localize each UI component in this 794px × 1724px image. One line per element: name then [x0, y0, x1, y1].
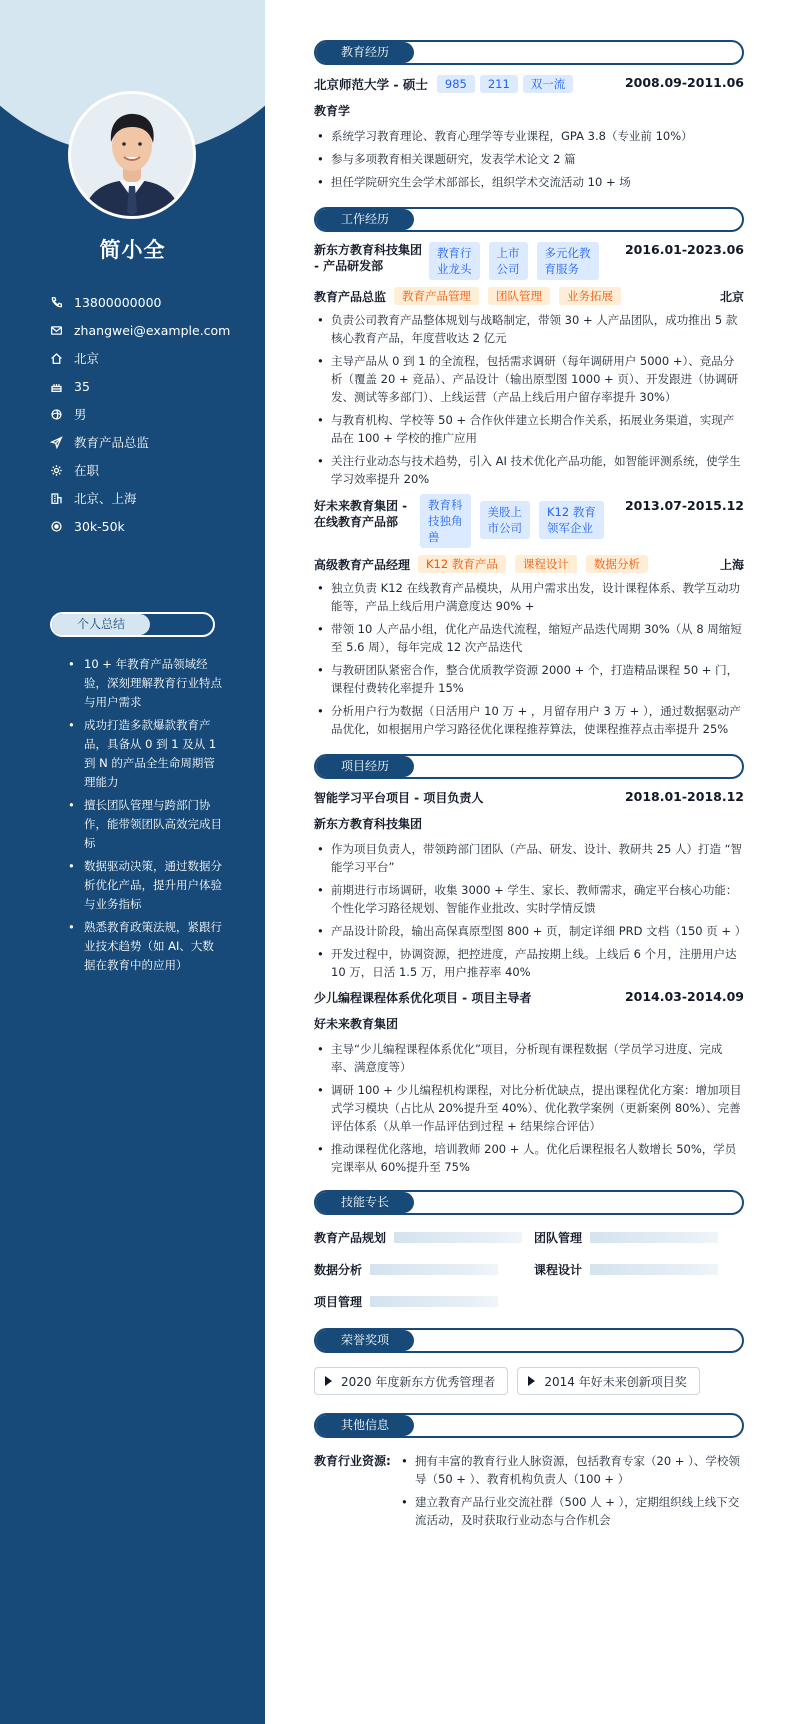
company-tag — [420, 494, 471, 548]
position-text: 教育产品总监 — [74, 435, 150, 450]
phone-icon — [49, 295, 63, 309]
cake-icon — [49, 379, 63, 393]
gender-text: 男 — [74, 407, 87, 422]
company-line: 在线教育产品部 — [314, 515, 399, 529]
skill-item — [314, 1229, 534, 1246]
skills-grid — [314, 1229, 744, 1310]
education-major: 教育学 — [314, 104, 351, 118]
work-date: 2013.07-2015.12 — [624, 498, 744, 513]
summary-title: 个人总结 — [52, 614, 150, 635]
other-label: 教育行业资源: — [314, 1454, 391, 1468]
info-gender — [49, 400, 230, 428]
target-city-text: 北京、上海 — [74, 491, 137, 506]
tag-line: K12 教育 — [547, 505, 596, 519]
award-item — [517, 1367, 699, 1395]
projects-section-header — [314, 754, 744, 779]
awards-section — [314, 1328, 744, 1395]
project-bullets — [314, 1040, 744, 1176]
project-date: 2018.01-2018.12 — [624, 789, 744, 804]
company-tag — [489, 242, 528, 280]
skill-label: 数据分析 — [314, 1263, 363, 1277]
education-bullet: • 担任学院研究生会学术部部长，组织学术交流活动 10 + 场 — [314, 173, 744, 191]
work-role-row — [314, 287, 744, 305]
play-icon — [528, 1376, 535, 1386]
work-bullet: • 与教育机构、学校等 50 + 合作伙伴建立长期合作关系，拓展业务渠道，实现产品在 100 + 学校的推广应用 — [314, 411, 744, 447]
info-age — [49, 372, 230, 400]
skill-label: 项目管理 — [314, 1295, 363, 1309]
skill-item — [534, 1229, 744, 1246]
info-position — [49, 428, 230, 456]
projects-section — [314, 754, 747, 1176]
skills-section — [314, 1190, 744, 1310]
project-org: 新东方教育科技集团 — [314, 817, 423, 831]
skill-item — [534, 1261, 744, 1278]
awards-section-header — [314, 1328, 744, 1353]
avatar-portrait-icon — [71, 94, 193, 216]
other-title: 其他信息 — [316, 1415, 414, 1436]
tag-line: 领军企业 — [547, 521, 593, 535]
education-title: 教育经历 — [316, 42, 414, 63]
tag-line: 上市 — [496, 246, 520, 260]
summary-item: • 擅长团队管理与跨部门协作，能带领团队高效完成目标 — [64, 796, 224, 853]
education-header-row — [314, 75, 744, 93]
work-date: 2016.01-2023.06 — [624, 242, 744, 257]
project-header — [314, 989, 744, 1006]
awards-title: 荣誉奖项 — [316, 1330, 414, 1351]
work-section-header — [314, 207, 744, 232]
skill-bar — [394, 1232, 522, 1243]
info-email — [49, 316, 230, 344]
skill-item — [314, 1261, 534, 1278]
project-name: 少儿编程课程体系优化项目 - 项目主导者 — [314, 991, 532, 1005]
project-bullet: • 主导“少儿编程课程体系优化”项目，分析现有课程数据（学员学习进度、完成率、满意度等） — [314, 1040, 744, 1076]
education-school: 北京师范大学 - 硕士 — [314, 77, 428, 92]
skill-tag: 教育产品管理 — [394, 287, 479, 305]
tag-line: 美股上 — [487, 505, 522, 519]
skill-tag: 课程设计 — [515, 555, 577, 573]
work-bullet: • 关注行业动态与技术趋势，引入 AI 技术优化产品功能，如智能评测系统，使学生学习效率提升 20% — [314, 452, 744, 488]
work-role-row — [314, 555, 744, 573]
summary-item: • 数据驱动决策，通过数据分析优化产品，提升用户体验与业务指标 — [64, 857, 224, 914]
summary-item: • 成功打造多款爆款教育产品，具备从 0 到 1 及从 1 到 N 的产品全生命周期管理能力 — [64, 716, 224, 792]
info-status — [49, 456, 230, 484]
project-bullet: • 开发过程中，协调资源，把控进度，产品按期上线。上线后 6 个月，注册用户达 10 万，日活 1.5 万，用户推荐率 40% — [314, 945, 744, 981]
project-bullet: • 前期进行市场调研，收集 3000 + 学生、家长、教师需求，确定平台核心功能：个性化学习路径规划、智能作业批改、实时学情反馈 — [314, 881, 744, 917]
info-phone — [49, 288, 230, 316]
coin-icon — [49, 519, 63, 533]
work-bullet: • 独立负责 K12 在线教育产品模块，从用户需求出发，设计课程体系、教学互动功能等，产品上线后用户满意度达 90% + — [314, 579, 744, 615]
home-icon — [49, 351, 63, 365]
skill-bar — [590, 1264, 718, 1275]
mail-icon — [49, 323, 63, 337]
project-bullet: • 调研 100 + 少儿编程机构课程，对比分析优缺点，提出课程优化方案：增加项目式学习模块（占比从 20%提升至 40%）、优化教学案例（更新案例 80%）、完善评估体系（从单一作品评估到过程 + 结果综合评估） — [314, 1081, 744, 1135]
tag-line: 公司 — [496, 262, 520, 276]
other-bullets — [398, 1452, 744, 1534]
sidebar — [0, 0, 265, 1724]
work-city: 上海 — [719, 557, 744, 572]
summary-item: • 10 + 年教育产品领域经验，深刻理解教育行业特点与用户需求 — [64, 655, 224, 712]
skills-title: 技能专长 — [316, 1192, 414, 1213]
location-text: 北京 — [74, 351, 100, 366]
gender-icon — [49, 407, 63, 421]
project-date: 2014.03-2014.09 — [624, 989, 744, 1004]
info-target-city — [49, 484, 230, 512]
other-section-header — [314, 1413, 744, 1438]
summary-list — [64, 655, 224, 979]
work-entry-header — [314, 242, 744, 280]
info-location — [49, 344, 230, 372]
work-title: 工作经历 — [316, 209, 414, 230]
work-company — [314, 498, 414, 548]
phone-text: 13800000000 — [74, 294, 162, 310]
project-bullets — [314, 840, 747, 981]
education-tag: 985 — [437, 75, 475, 93]
skills-section-header — [314, 1190, 744, 1215]
education-tag: 211 — [480, 75, 518, 93]
project-bullet: • 推动课程优化落地，培训教师 200 + 人。优化后课程报名人数增长 50%，学员完课率从 60%提升至 75% — [314, 1140, 744, 1176]
other-section — [314, 1413, 744, 1534]
work-bullets — [314, 579, 744, 738]
project-bullet: • 产品设计阶段，输出高保真原型图 800 + 页，制定详细 PRD 文档（150 页 + ） — [314, 922, 744, 940]
work-company — [314, 242, 424, 280]
work-role-group — [314, 555, 648, 573]
skill-tag: 团队管理 — [488, 287, 550, 305]
education-tag: 双一流 — [523, 75, 574, 93]
work-bullet: • 与教研团队紧密合作，整合优质教学资源 2000 + 个，打造精品课程 50 + 门，课程付费转化率提升 15% — [314, 661, 744, 697]
projects-title: 项目经历 — [316, 756, 414, 777]
avatar — [68, 91, 196, 219]
skill-label: 课程设计 — [534, 1263, 583, 1277]
email-text: zhangwei@example.com — [74, 322, 231, 338]
tag-line: 业龙头 — [437, 262, 472, 276]
skill-tag: 业务拓展 — [559, 287, 621, 305]
work-role-group — [314, 287, 621, 305]
work-bullet: • 带领 10 人产品小组，优化产品迭代流程，缩短产品迭代周期 30%（从 8 周缩短至 5.6 周），每年完成 12 次产品迭代 — [314, 620, 744, 656]
project-org: 好未来教育集团 — [314, 1017, 399, 1031]
skill-item — [314, 1293, 534, 1310]
tag-line: 教育科 — [428, 498, 463, 512]
project-name: 智能学习平台项目 - 项目负责人 — [314, 791, 484, 805]
work-company-group — [314, 494, 604, 548]
award-item — [314, 1367, 508, 1395]
project-header — [314, 789, 744, 806]
summary-item: • 熟悉教育政策法规，紧跟行业技术趋势（如 AI、大数据在教育中的应用） — [64, 918, 224, 975]
company-tag — [537, 242, 599, 280]
work-section — [314, 207, 744, 738]
tag-line: 市公司 — [487, 521, 522, 535]
info-salary — [49, 512, 230, 540]
salary-text: 30k-50k — [74, 518, 125, 534]
gear-icon — [49, 463, 63, 477]
work-company-group — [314, 242, 599, 280]
company-line: 好未来教育集团 - — [314, 499, 408, 513]
education-bullet: • 系统学习教育理论、教育心理学等专业课程，GPA 3.8（专业前 10%） — [314, 127, 744, 145]
work-bullets — [314, 311, 744, 488]
work-bullet: • 负责公司教育产品整体规划与战略制定，带领 30 + 人产品团队，成功推出 5 款核心教育产品，年度营收达 2 亿元 — [314, 311, 744, 347]
education-date: 2008.09-2011.06 — [624, 75, 744, 90]
company-tag — [539, 501, 604, 539]
other-row — [314, 1452, 744, 1534]
send-icon — [49, 435, 63, 449]
project-entry — [314, 789, 747, 981]
education-section-header — [314, 40, 744, 65]
profile-name: 简小全 — [99, 238, 166, 262]
work-city: 北京 — [719, 289, 744, 304]
work-entry — [314, 494, 744, 738]
status-text: 在职 — [74, 463, 100, 478]
tag-line: 兽 — [428, 530, 440, 544]
awards-list — [314, 1367, 744, 1395]
tag-line: 育服务 — [544, 262, 579, 276]
other-bullet: • 建立教育产品行业交流社群（500 人 + ），定期组织线上线下交流活动，及时获取行业动态与合作机会 — [398, 1493, 744, 1529]
age-text: 35 — [74, 378, 90, 394]
skill-bar — [590, 1232, 718, 1243]
project-bullet: • 作为项目负责人，带领跨部门团队（产品、研发、设计、教研共 25 人）打造 “智能学习平台” — [314, 840, 744, 876]
skill-label: 团队管理 — [534, 1231, 583, 1245]
company-tag — [480, 501, 531, 539]
company-tag — [429, 242, 480, 280]
award-text: 2014 年好未来创新项目奖 — [544, 1374, 687, 1389]
work-role: 教育产品总监 — [314, 289, 387, 304]
education-section — [314, 40, 744, 191]
skill-label: 教育产品规划 — [314, 1231, 387, 1245]
education-bullet: • 参与多项教育相关课题研究，发表学术论文 2 篇 — [314, 150, 744, 168]
work-entry — [314, 242, 744, 488]
work-bullet: • 分析用户行为数据（日活用户 10 万 + ，月留存用户 3 万 + ），通过数据驱动产品优化，如根据用户学习路径优化课程推荐算法，使课程推荐点击率提升 25% — [314, 702, 744, 738]
contact-info-list — [49, 288, 230, 540]
play-icon — [325, 1376, 332, 1386]
skill-tag: K12 教育产品 — [418, 555, 506, 573]
work-bullet: • 主导产品从 0 到 1 的全流程，包括需求调研（每年调研用户 5000 +）、竞品分析（覆盖 20 + 竞品）、产品设计（输出原型图 1000 + 页）、开发跟进（协调研发、测试等多部门）、上线运营（产品上线后用户留存率提升 30%） — [314, 352, 744, 406]
work-entry-header — [314, 494, 744, 548]
project-entry — [314, 989, 744, 1176]
company-line: 新东方教育科技集团 — [314, 243, 423, 257]
work-role: 高级教育产品经理 — [314, 557, 411, 572]
other-bullet: • 拥有丰富的教育行业人脉资源，包括教育专家（20 + ）、学校领导（50 + ）、教育机构负责人（100 + ） — [398, 1452, 744, 1488]
education-bullets — [314, 127, 744, 191]
education-school-group — [314, 75, 573, 93]
building-icon — [49, 491, 63, 505]
skill-tag: 数据分析 — [586, 555, 648, 573]
award-text: 2020 年度新东方优秀管理者 — [341, 1374, 496, 1389]
tag-line: 技独角 — [428, 514, 463, 528]
tag-line: 教育行 — [437, 246, 472, 260]
tag-line: 多元化教 — [544, 246, 591, 260]
summary-section-header — [50, 612, 215, 637]
skill-bar — [370, 1296, 498, 1307]
skill-bar — [370, 1264, 498, 1275]
main-content — [314, 40, 747, 1534]
company-line: - 产品研发部 — [314, 259, 384, 273]
